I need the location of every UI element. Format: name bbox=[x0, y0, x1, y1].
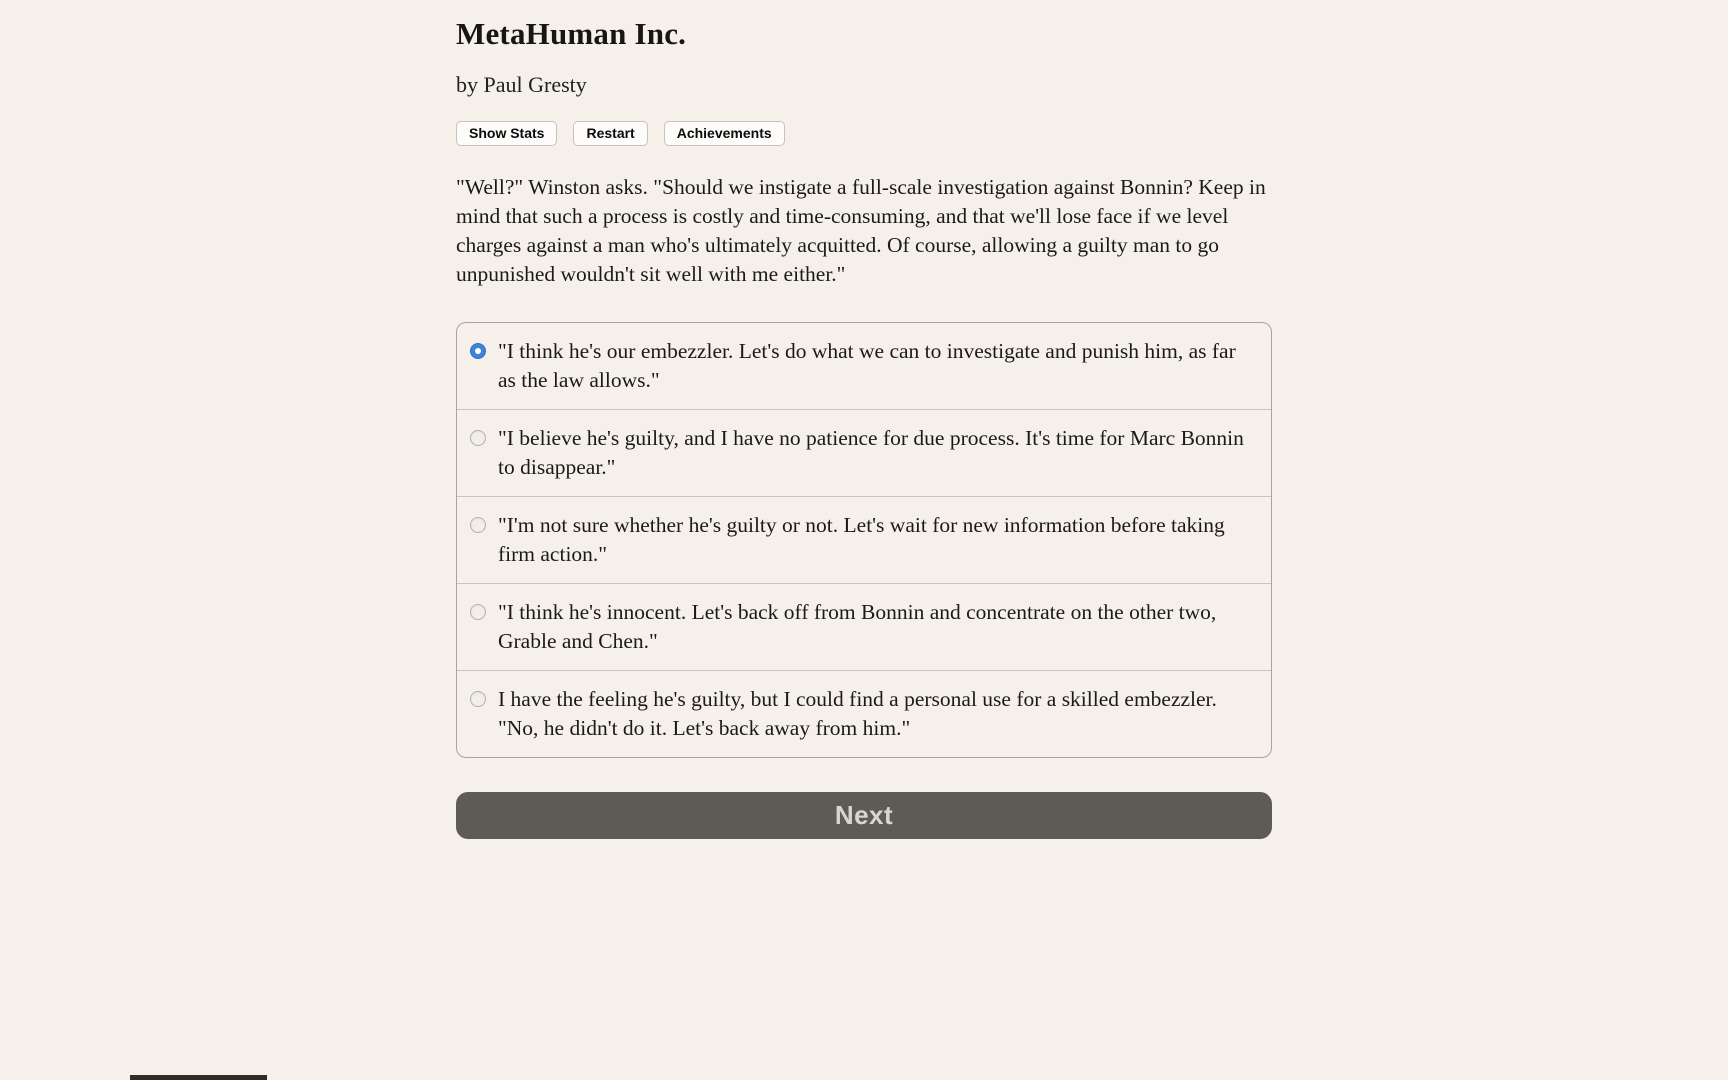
choice-option-3[interactable] bbox=[457, 497, 1271, 584]
radio-button-3[interactable] bbox=[470, 517, 486, 533]
choice-label-2: "I believe he's guilty, and I have no patience for due process. It's time for Marc Bonnin to disappear." bbox=[498, 426, 1244, 479]
achievements-button[interactable]: Achievements bbox=[664, 121, 785, 146]
choice-option-1[interactable] bbox=[457, 323, 1271, 410]
choice-option-5[interactable] bbox=[457, 671, 1271, 757]
choice-list bbox=[456, 322, 1272, 758]
bottom-edge-artifact bbox=[130, 1075, 267, 1080]
radio-button-4[interactable] bbox=[470, 604, 486, 620]
show-stats-button[interactable]: Show Stats bbox=[456, 121, 557, 146]
radio-button-2[interactable] bbox=[470, 430, 486, 446]
choice-label-1: "I think he's our embezzler. Let's do what we can to investigate and punish him, as far as the law allows." bbox=[498, 339, 1236, 392]
choice-label-5: I have the feeling he's guilty, but I could find a personal use for a skilled embezzler. "No, he didn't do it. Let's back away from him." bbox=[498, 687, 1217, 740]
toolbar bbox=[456, 121, 1272, 146]
page-title: MetaHuman Inc. bbox=[456, 16, 687, 51]
radio-button-1[interactable] bbox=[470, 343, 486, 359]
choice-option-4[interactable] bbox=[457, 584, 1271, 671]
narrative-text: "Well?" Winston asks. "Should we instigate a full-scale investigation against Bonnin? Keep in mind that such a process is costly and time-consuming, and that we'll lose face if we level charges against a man who's ultimately acquitted. Of course, allowing a guilty man to go unpunished wouldn't sit well with me either." bbox=[456, 175, 1266, 286]
byline: by Paul Gresty bbox=[456, 72, 587, 97]
choice-option-2[interactable] bbox=[457, 410, 1271, 497]
choice-label-4: "I think he's innocent. Let's back off from Bonnin and concentrate on the other two, Grable and Chen." bbox=[498, 600, 1217, 653]
choice-label-3: "I'm not sure whether he's guilty or not. Let's wait for new information before taking firm action." bbox=[498, 513, 1225, 566]
radio-button-5[interactable] bbox=[470, 691, 486, 707]
story-content bbox=[456, 16, 1272, 839]
next-button[interactable]: Next bbox=[456, 792, 1272, 839]
restart-button[interactable]: Restart bbox=[573, 121, 647, 146]
